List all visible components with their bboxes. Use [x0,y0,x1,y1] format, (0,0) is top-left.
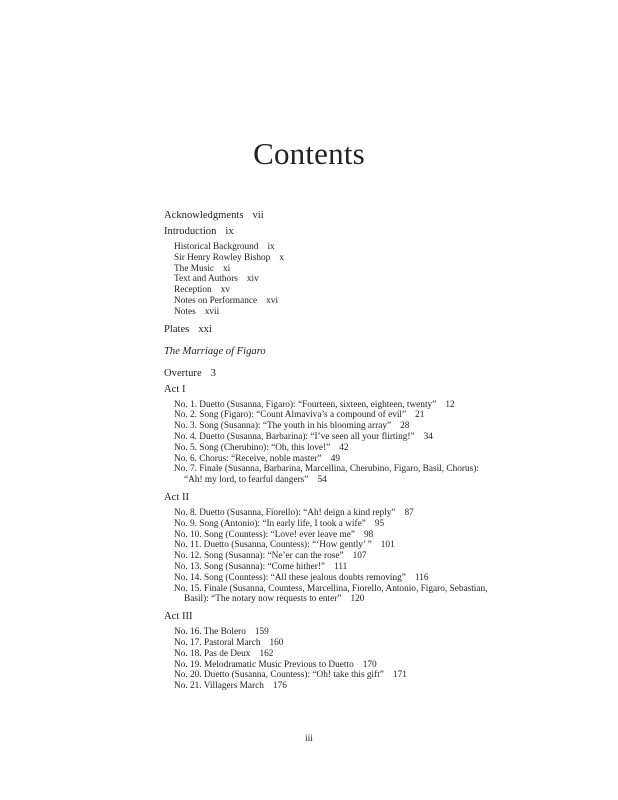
toc-entry-label: No. 7. Finale (Susanna, Barbarina, Marcellina, Cherubino, Figaro, Basil, Chorus): [174,464,479,475]
toc-entry-label: No. 12. Song (Susanna): “Ne’er can the rose” [174,551,344,562]
toc-entry-page: 95 [374,518,385,529]
toc-subentry[interactable] [164,519,584,530]
act-heading-act-3[interactable]: Act III [164,611,193,623]
toc-subentry[interactable] [164,670,584,681]
toc-subentry[interactable] [164,660,584,671]
toc-entry-page: xxi [198,323,212,335]
toc-entry-label-continued: “Ah! my lord, to fearful dangers” [184,475,309,486]
toc-entry-page: xi [223,263,231,274]
toc-subentry[interactable] [164,421,584,432]
toc-subentry-finale[interactable] [164,584,584,606]
toc-entry-page: ix [225,226,234,237]
toc-entry-label: Sir Henry Rowley Bishop [174,252,271,263]
toc-entry-label: No. 11. Duetto (Susanna, Countess): “‘How gently’ ” [174,540,372,551]
toc-subentry[interactable] [164,540,584,551]
toc-entry-page: 101 [380,540,395,551]
toc-subentry[interactable] [164,649,584,660]
toc-subentry[interactable] [164,410,584,421]
toc-entry-label: No. 15. Finale (Susanna, Countess, Marcellina, Fiorello, Antonio, Figaro, Sebastian, [174,583,488,594]
act-1-numbers [164,400,584,486]
introduction-subsections [164,242,584,318]
toc-entry-page: ix [267,242,275,252]
work-title: The Marriage of Figaro [164,345,266,357]
page-number: iii [305,734,313,744]
toc-entry-label: No. 18. Pas de Deux [174,648,251,659]
toc-entry-acknowledgments[interactable] [164,209,584,223]
toc-entry-label: No. 20. Duetto (Susanna, Countess): “Oh! take this gift” [174,670,384,681]
toc-entry-page: 98 [363,529,374,540]
toc-entry-page: xiv [246,274,259,285]
toc-entry-label: No. 6. Chorus: “Receive, noble master” [174,453,322,464]
toc-entry-page: 171 [392,670,407,681]
toc-entry-label: Acknowledgments [164,210,244,221]
toc-entry-label: No. 4. Duetto (Susanna, Barbarina): “I’ve seen all your flirting!” [174,431,415,442]
toc-entry-plates[interactable] [164,323,584,337]
toc-entry-page: x [279,252,284,263]
toc-entry-page: 87 [404,507,414,518]
toc-entry-page: 162 [259,648,274,659]
toc-subentry[interactable] [164,530,584,541]
toc-subentry[interactable] [164,454,584,465]
toc-entry-label: No. 1. Duetto (Susanna, Figaro): “Fourteen, sixteen, eighteen, twenty” [174,399,437,410]
toc-entry-label: No. 14. Song (Countess): “All these jealous doubts removing” [174,572,406,583]
toc-entry-page: 28 [400,421,410,432]
toc-entry-page: xvii [204,306,220,317]
toc-entry-label: No. 9. Song (Antonio): “In early life, I took a wife” [174,518,366,529]
act-heading-act-1[interactable]: Act I [164,383,186,395]
toc-entry-label: No. 16. The Bolero [174,627,246,638]
toc-entry-label: Plates [164,323,190,335]
toc-entry-label: Introduction [164,226,217,237]
toc-entry-label: No. 17. Pastoral March [174,637,261,648]
toc-entry-page: 3 [210,367,216,379]
toc-entry-page: 42 [339,442,349,453]
act-heading-act-2[interactable]: Act II [164,491,189,503]
toc-entry-page: 49 [330,453,340,464]
toc-entry-label: Reception [174,285,212,296]
act-3-numbers [164,627,584,692]
toc-subentry[interactable] [164,432,584,443]
table-of-contents [164,209,584,692]
toc-subentry[interactable] [164,296,584,307]
toc-entry-page: 170 [362,659,377,670]
toc-subentry[interactable] [164,242,584,253]
toc-subentry[interactable] [164,443,584,454]
toc-entry-page: 116 [414,572,429,583]
toc-entry-label: Overture [164,367,202,379]
toc-subentry[interactable] [164,573,584,584]
act-2-numbers [164,508,584,605]
toc-subentry[interactable] [164,264,584,275]
toc-entry-page: 34 [423,431,433,442]
toc-entry-label: No. 13. Song (Susanna): “Come hither!” [174,561,326,572]
toc-entry-page: 120 [350,594,365,605]
toc-entry-label: No. 8. Duetto (Susanna, Fiorello): “Ah! deign a kind reply” [174,507,396,518]
toc-entry-label: Historical Background [174,242,259,252]
toc-subentry[interactable] [164,551,584,562]
toc-entry-page: xv [220,285,230,296]
toc-entry-page: xvi [266,295,279,306]
toc-subentry[interactable] [164,400,584,411]
toc-entry-label: The Music [174,263,215,274]
toc-subentry[interactable] [164,681,584,692]
toc-entry-page: 12 [445,399,455,410]
toc-entry-page: 159 [254,627,269,638]
toc-entry-label-continued: Basil): “The notary now requests to enter” [184,594,342,605]
toc-entry-page: 21 [415,410,425,421]
toc-subentry[interactable] [164,274,584,285]
toc-entry-label: Text and Authors [174,274,238,285]
toc-subentry[interactable] [164,285,584,296]
toc-entry-page: 111 [334,561,348,572]
toc-entry-label: No. 3. Song (Susanna): “The youth in his blooming array” [174,421,392,432]
toc-entry-label: Notes [174,306,196,317]
toc-subentry[interactable] [164,307,584,318]
toc-subentry[interactable] [164,508,584,519]
toc-entry-label: No. 21. Villagers March [174,681,264,692]
toc-subentry[interactable] [164,562,584,573]
toc-entry-page: 160 [269,637,284,648]
toc-entry-label: Notes on Performance [174,295,258,306]
toc-subentry[interactable] [164,253,584,264]
toc-entry-page: 176 [272,681,287,692]
toc-entry-page: 107 [352,551,367,562]
toc-entry-label: No. 19. Melodramatic Music Previous to Duetto [174,659,354,670]
toc-entry-label: No. 2. Song (Figaro): “Count Almaviva’s a compound of evil” [174,410,407,421]
toc-subentry-finale[interactable] [164,464,584,486]
toc-entry-page: 54 [317,475,327,486]
toc-subentry[interactable] [164,627,584,638]
toc-subentry[interactable] [164,638,584,649]
page-title: Contents [253,136,365,171]
toc-entry-overture[interactable] [164,367,584,381]
toc-entry-page: vii [252,210,264,221]
toc-entry-introduction[interactable] [164,225,584,239]
toc-entry-label: No. 5. Song (Cherubino): “Oh, this love!” [174,442,331,453]
toc-entry-label: No. 10. Song (Countess): “Love! ever leave me” [174,529,355,540]
